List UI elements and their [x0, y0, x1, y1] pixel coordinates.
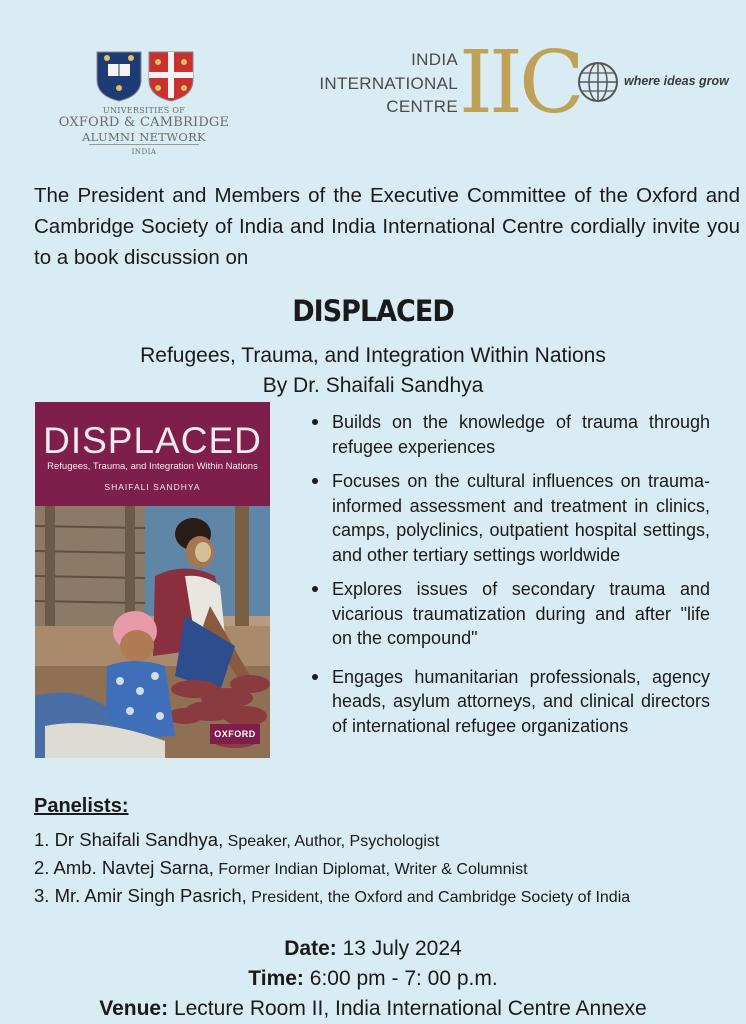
panelist-name: 2. Amb. Navtej Sarna, [34, 857, 214, 878]
highlight-item [310, 577, 710, 651]
panelist-row [34, 854, 630, 882]
cover-photo [35, 506, 270, 758]
iic-tagline: where ideas grow [624, 74, 729, 88]
bullet-icon [312, 674, 318, 680]
logo-line-universities: UNIVERSITIES OF [102, 106, 186, 115]
time-label: Time: [248, 967, 304, 990]
date-label: Date: [284, 937, 337, 960]
book-subtitle: Refugees, Trauma, and Integration Within Nations [140, 344, 606, 367]
logo-divider [89, 144, 199, 145]
iic-name-line-2: INTERNATIONAL [319, 74, 458, 93]
iic-name-line-3: CENTRE [386, 97, 458, 116]
panelists-heading: Panelists: [34, 795, 129, 817]
bullet-icon [312, 478, 318, 484]
highlight-item [310, 665, 710, 739]
venue-value: Lecture Room II, India International Centre Annexe [168, 997, 647, 1020]
event-venue [0, 994, 746, 1024]
highlight-text: Builds on the knowledge of trauma through refugee experiences [332, 412, 710, 457]
panelist-row [34, 826, 630, 854]
date-value: 13 July 2024 [336, 937, 462, 960]
book-title: DISPLACED [292, 294, 454, 329]
logo-line-india: INDIA [131, 148, 157, 156]
oxford-cambridge-logo [55, 46, 233, 158]
bullet-icon [312, 586, 318, 592]
book-cover [35, 402, 270, 758]
panelist-name: 3. Mr. Amir Singh Pasrich, [34, 885, 247, 906]
book-author: By Dr. Shaifali Sandhya [262, 374, 484, 397]
cover-subtitle: Refugees, Trauma, and Integration Within Nations [47, 461, 258, 472]
cover-publisher-badge: OXFORD [210, 724, 260, 744]
university-shields-icon [95, 50, 195, 102]
iic-logo [319, 33, 736, 133]
panelist-name: 1. Dr Shaifali Sandhya, [34, 829, 224, 850]
event-time [0, 964, 746, 994]
panelists-list [34, 826, 630, 910]
logo-line-alumni-network: ALUMNI NETWORK [82, 130, 206, 144]
iic-monogram: IIC [459, 33, 581, 133]
panelist-role: Former Indian Diplomat, Writer & Columnist [213, 861, 528, 878]
highlight-text: Explores issues of secondary trauma and vicarious traumatization during and after "life on the compound" [332, 579, 710, 648]
highlight-text: Engages humanitarian professionals, agency heads, asylum attorneys, and clinical directors of international refugee organizations [332, 666, 710, 736]
cover-author: SHAIFALI SANDHYA [104, 482, 201, 492]
highlight-text: Focuses on the cultural influences on trauma-informed assessment and treatment in clinics, camps, polyclinics, outpatient hospital settings, and other tertiary settings worldwide [332, 471, 710, 565]
time-value: 6:00 pm - 7: 00 p.m. [303, 967, 498, 990]
panelist-role: Speaker, Author, Psychologist [223, 833, 440, 850]
invitation-intro: The President and Members of the Executive Committee of the Oxford and Cambridge Society of India and India International Centre cordially invite you to a book discussion on [34, 184, 740, 269]
bullet-icon [312, 419, 318, 425]
logo-line-oxford-cambridge: OXFORD & CAMBRIDGE [58, 115, 230, 130]
panelist-row [34, 882, 630, 910]
event-date [0, 934, 746, 964]
panelist-role: President, the Oxford and Cambridge Society of India [246, 889, 631, 906]
cover-title: DISPLACED [43, 420, 262, 461]
iic-name-line-1: INDIA [411, 50, 458, 69]
highlight-item [310, 410, 710, 459]
book-highlights-list [310, 410, 710, 748]
highlight-item [310, 469, 710, 567]
globe-icon [576, 60, 620, 104]
venue-label: Venue: [99, 997, 169, 1020]
